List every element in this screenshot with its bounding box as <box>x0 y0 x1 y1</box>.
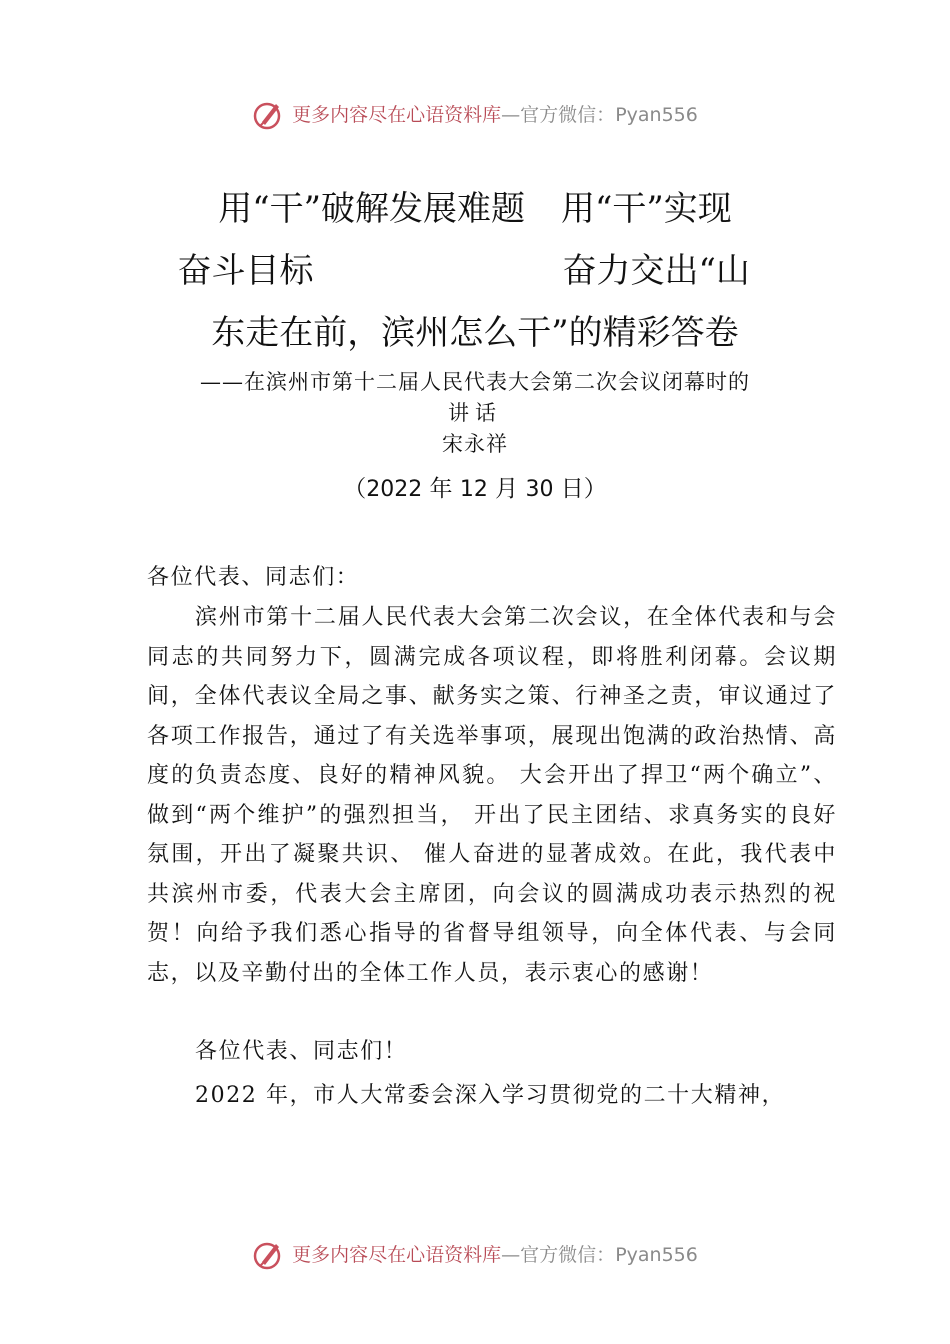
watermark-label: —官方微信： <box>501 104 616 126</box>
title-part: 用“干”破解发展难题 <box>218 189 525 229</box>
body-paragraph: 滨州市第十二届人民代表大会第二次会议，在全体代表和与会同志的共同努力下，圆满完成各项议程，即将胜利闭幕。会议期间，全体代表议全局之事、献务实之策、行神圣之责，审议通过了各项工作报告，通过了有关选举事项，展现出饱满的政治热情、高度的负责态度、良好的精神风貌。 大会开出了捍卫“两个确立”、做到“两个维护”的强烈担当， 开出了民主团结、求真务实的良好氛围，开出了凝聚共识、 催人奋进的显著成效。在此，我代表中共滨州市委，代表大会主席团，向会议的圆满成功表示热烈的祝贺！向给予我们悉心指导的省督导组领导，向全体代表、与会同志，以及辛勤付出的全体工作人员，表示衷心的感谢！ <box>147 605 837 986</box>
speaker-name: 宋永祥 <box>442 432 508 456</box>
watermark-text: 更多内容尽在心语资料库 <box>292 104 502 126</box>
title-part: 用“干”实现 <box>561 189 732 229</box>
title-part: 奋斗目标 <box>177 251 314 291</box>
subtitle: ——在滨州市第十二届人民代表大会第二次会议闭幕时的 <box>200 370 750 394</box>
header-watermark <box>0 98 950 132</box>
quill-logo-icon <box>252 98 286 132</box>
watermark-wechat-id: Pyan556 <box>615 104 698 126</box>
quill-logo-icon <box>252 1238 286 1272</box>
watermark-wechat-id: Pyan556 <box>615 1244 698 1266</box>
watermark-text: 更多内容尽在心语资料库 <box>292 1244 502 1266</box>
subtitle-continuation: 讲话 <box>448 401 502 425</box>
title-part: 奋力交出“山 <box>562 251 750 291</box>
salutation: 各位代表、同志们： <box>147 565 360 590</box>
footer-watermark <box>0 1238 950 1272</box>
salutation-2: 各位代表、同志们！ <box>195 1039 408 1064</box>
title-line-2 <box>0 240 950 302</box>
watermark-label: —官方微信： <box>501 1244 616 1266</box>
body-paragraph-2: 2022 年，市人大常委会深入学习贯彻党的二十大精神， <box>195 1083 786 1108</box>
speech-date: （2022 年 12 月 30 日） <box>343 476 607 502</box>
title-line-3: 东走在前，滨州怎么干”的精彩答卷 <box>211 313 739 353</box>
title-line-1 <box>0 178 950 240</box>
